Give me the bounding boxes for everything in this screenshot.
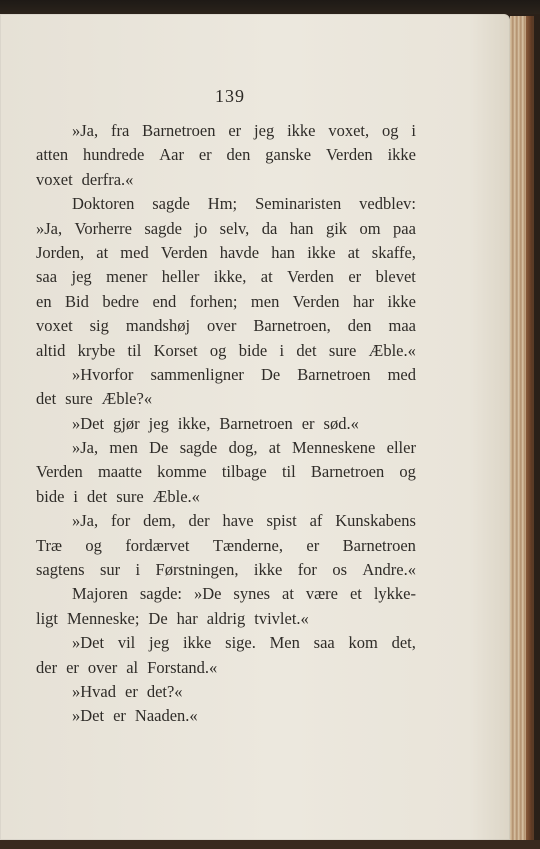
- word: sagtens: [36, 560, 85, 580]
- word: jeg: [148, 413, 169, 433]
- word: Seminaristen: [255, 194, 342, 214]
- word: vedblev:: [359, 194, 416, 214]
- word: Naaden.«: [134, 706, 198, 726]
- word: Aar: [159, 145, 184, 165]
- word: »Hvad: [72, 681, 116, 701]
- word: al: [126, 657, 139, 677]
- word: saa: [313, 633, 335, 653]
- word: Barnetroen: [342, 535, 416, 555]
- word: forhen;: [189, 291, 238, 311]
- word: at: [268, 438, 281, 458]
- word: Menneskene: [291, 438, 376, 458]
- word: Træ: [36, 535, 62, 555]
- word: bide: [36, 486, 65, 506]
- word: Doktoren: [72, 194, 135, 214]
- word: det?«: [146, 681, 183, 701]
- text-line: [36, 631, 416, 655]
- word: eller: [386, 438, 416, 458]
- text-line: [36, 143, 416, 167]
- word: skaffe,: [371, 242, 416, 262]
- word: det: [296, 340, 317, 360]
- word: han: [289, 218, 314, 238]
- word: sig: [89, 316, 109, 336]
- word: over: [87, 657, 118, 677]
- word: er: [306, 535, 320, 555]
- word: sammenligner: [150, 364, 244, 384]
- word: kom: [348, 633, 378, 653]
- word: tvivlet.«: [254, 608, 309, 628]
- word: være: [305, 584, 338, 604]
- word: ikke,: [177, 413, 211, 433]
- text-line: [36, 363, 416, 387]
- word: Kunskabens: [335, 511, 416, 531]
- word: voxet: [36, 169, 73, 189]
- word: gik: [325, 218, 348, 238]
- word: De: [148, 608, 168, 628]
- word: ikke: [387, 291, 416, 311]
- word: et: [349, 584, 362, 604]
- word: »Hvorfor: [72, 364, 134, 384]
- word: komme: [157, 462, 207, 482]
- word: Majoren: [72, 584, 128, 604]
- word: Æble.«: [152, 486, 200, 506]
- word: at: [347, 242, 360, 262]
- word: »Det: [72, 633, 105, 653]
- word: ikke: [182, 633, 212, 653]
- word: synes: [233, 584, 271, 604]
- word: blevet: [375, 267, 416, 287]
- word: atten: [36, 145, 69, 165]
- word: »Ja,: [72, 438, 99, 458]
- word: Jorden,: [36, 242, 85, 262]
- word: hundrede: [82, 145, 145, 165]
- word: voxet: [36, 316, 73, 336]
- word: jo: [194, 218, 208, 238]
- word: er: [66, 657, 79, 677]
- word: krybe: [77, 340, 116, 360]
- word: i: [135, 560, 141, 580]
- book-bottom-edge: [0, 840, 540, 849]
- word: og: [399, 462, 416, 482]
- word: da: [261, 218, 278, 238]
- text-line: [36, 192, 416, 216]
- text-line: [36, 509, 416, 533]
- text-line: [36, 168, 416, 192]
- text-line: [36, 485, 416, 509]
- word: lykke-: [373, 584, 416, 604]
- word: Verden: [325, 145, 373, 165]
- word: voxet,: [328, 121, 370, 140]
- word: har: [176, 608, 198, 628]
- text-line: [36, 582, 416, 606]
- word: til: [281, 462, 296, 482]
- word: sur: [99, 560, 121, 580]
- word: dem,: [143, 511, 176, 531]
- word: ligt: [36, 608, 59, 628]
- word: »Det: [72, 413, 105, 433]
- word: bedre: [102, 291, 140, 311]
- word: er: [348, 267, 362, 287]
- word: jeg: [254, 121, 275, 140]
- word: Æble.«: [368, 340, 416, 360]
- word: den: [347, 316, 372, 336]
- word: og: [85, 535, 102, 555]
- word: i: [73, 486, 79, 506]
- text-line: [36, 704, 416, 728]
- body-text: [36, 119, 416, 729]
- word: havde: [219, 242, 260, 262]
- word: fra: [110, 121, 130, 140]
- word: os: [332, 560, 347, 580]
- word: Bid: [65, 291, 89, 311]
- word: heller: [161, 267, 200, 287]
- word: Verden: [36, 462, 83, 482]
- text-line: [36, 656, 416, 680]
- word: han: [271, 242, 296, 262]
- word: »Ja,: [36, 218, 63, 238]
- word: Barnetroen: [142, 121, 216, 140]
- word: er: [198, 145, 212, 165]
- word: derfra.«: [81, 169, 134, 189]
- word: det: [87, 486, 108, 506]
- text-line: [36, 314, 416, 338]
- word: af: [309, 511, 323, 531]
- text-line: [36, 241, 416, 265]
- word: aldrig: [206, 608, 246, 628]
- word: og: [209, 340, 227, 360]
- word: »De: [193, 584, 222, 604]
- word: ganske: [265, 145, 312, 165]
- text-line: [36, 436, 416, 460]
- word: er: [125, 681, 138, 701]
- page-number: 139: [215, 86, 245, 106]
- word: paa: [393, 218, 416, 238]
- word: Men: [269, 633, 300, 653]
- word: der: [188, 511, 210, 531]
- word: ikke: [307, 242, 336, 262]
- text-line: [36, 534, 416, 558]
- word: om: [359, 218, 381, 238]
- word: spist: [266, 511, 297, 531]
- word: vil: [117, 633, 136, 653]
- word: saa: [36, 267, 58, 287]
- word: sagde: [152, 194, 190, 214]
- page-block-edge: [510, 16, 534, 842]
- text-line: [36, 558, 416, 582]
- word: end: [152, 291, 177, 311]
- word: en: [36, 291, 52, 311]
- word: sagde:: [139, 584, 183, 604]
- word: er: [228, 121, 242, 140]
- word: jeg: [149, 633, 170, 653]
- text-line: [36, 290, 416, 314]
- word: i: [279, 340, 285, 360]
- word: at: [96, 242, 109, 262]
- word: ikke: [253, 560, 283, 580]
- text-line: [36, 217, 416, 241]
- text-line: [36, 460, 416, 484]
- word: og: [382, 121, 399, 140]
- word: Barnetroen: [310, 462, 385, 482]
- word: i: [411, 121, 416, 140]
- text-line: [36, 680, 416, 704]
- word: men: [109, 438, 138, 458]
- word: Forstand.«: [147, 657, 218, 677]
- word: »Det: [72, 706, 105, 726]
- text-line: [36, 607, 416, 631]
- word: sige.: [225, 633, 256, 653]
- word: ikke: [287, 121, 316, 140]
- word: over: [207, 316, 237, 336]
- word: men: [250, 291, 280, 311]
- word: den: [226, 145, 251, 165]
- word: gjør: [113, 413, 140, 433]
- word: Andre.«: [362, 560, 416, 580]
- word: sure: [65, 389, 93, 409]
- word: for: [297, 560, 317, 580]
- text-line: [36, 265, 416, 289]
- word: Hm;: [207, 194, 238, 214]
- word: sød.«: [323, 413, 359, 433]
- word: Æble?«: [101, 389, 153, 409]
- word: »Ja,: [72, 121, 99, 140]
- word: Førstningen,: [155, 560, 239, 580]
- word: sure: [116, 486, 144, 506]
- word: altid: [36, 340, 66, 360]
- word: sure: [328, 340, 357, 360]
- word: mener: [106, 267, 148, 287]
- word: fordærvet: [125, 535, 190, 555]
- word: dog,: [228, 438, 258, 458]
- word: at: [260, 267, 273, 287]
- word: Menneske;: [67, 608, 140, 628]
- word: ikke,: [213, 267, 247, 287]
- word: sagde: [179, 438, 218, 458]
- word: Verden: [160, 242, 208, 262]
- word: at: [282, 584, 294, 604]
- word: har: [353, 291, 375, 311]
- word: Verden: [292, 291, 340, 311]
- word: det: [36, 389, 57, 409]
- word: tilbage: [221, 462, 267, 482]
- word: ikke: [387, 145, 416, 165]
- text-line: [36, 339, 416, 363]
- word: maatte: [97, 462, 142, 482]
- word: maa: [388, 316, 416, 336]
- word: Vorherre: [74, 218, 132, 238]
- word: selv,: [219, 218, 250, 238]
- word: for: [110, 511, 131, 531]
- word: Korset: [153, 340, 198, 360]
- word: det,: [391, 633, 416, 653]
- word: Barnetroen: [297, 364, 371, 384]
- text-line: [36, 119, 416, 143]
- word: mandshøj: [125, 316, 191, 336]
- word: jeg: [71, 267, 92, 287]
- word: der: [36, 657, 58, 677]
- text-line: [36, 387, 416, 411]
- word: Barnetroen: [219, 413, 293, 433]
- word: »Ja,: [72, 511, 99, 531]
- word: have: [222, 511, 254, 531]
- word: De: [149, 438, 169, 458]
- word: med: [387, 364, 416, 384]
- word: Verden: [287, 267, 334, 287]
- word: er: [113, 706, 126, 726]
- word: er: [301, 413, 315, 433]
- word: Tænderne,: [212, 535, 283, 555]
- word: med: [120, 242, 149, 262]
- word: Barnetroen,: [253, 316, 331, 336]
- word: De: [260, 364, 281, 384]
- word: bide: [238, 340, 268, 360]
- word: til: [127, 340, 142, 360]
- text-line: [36, 412, 416, 436]
- word: sagde: [144, 218, 182, 238]
